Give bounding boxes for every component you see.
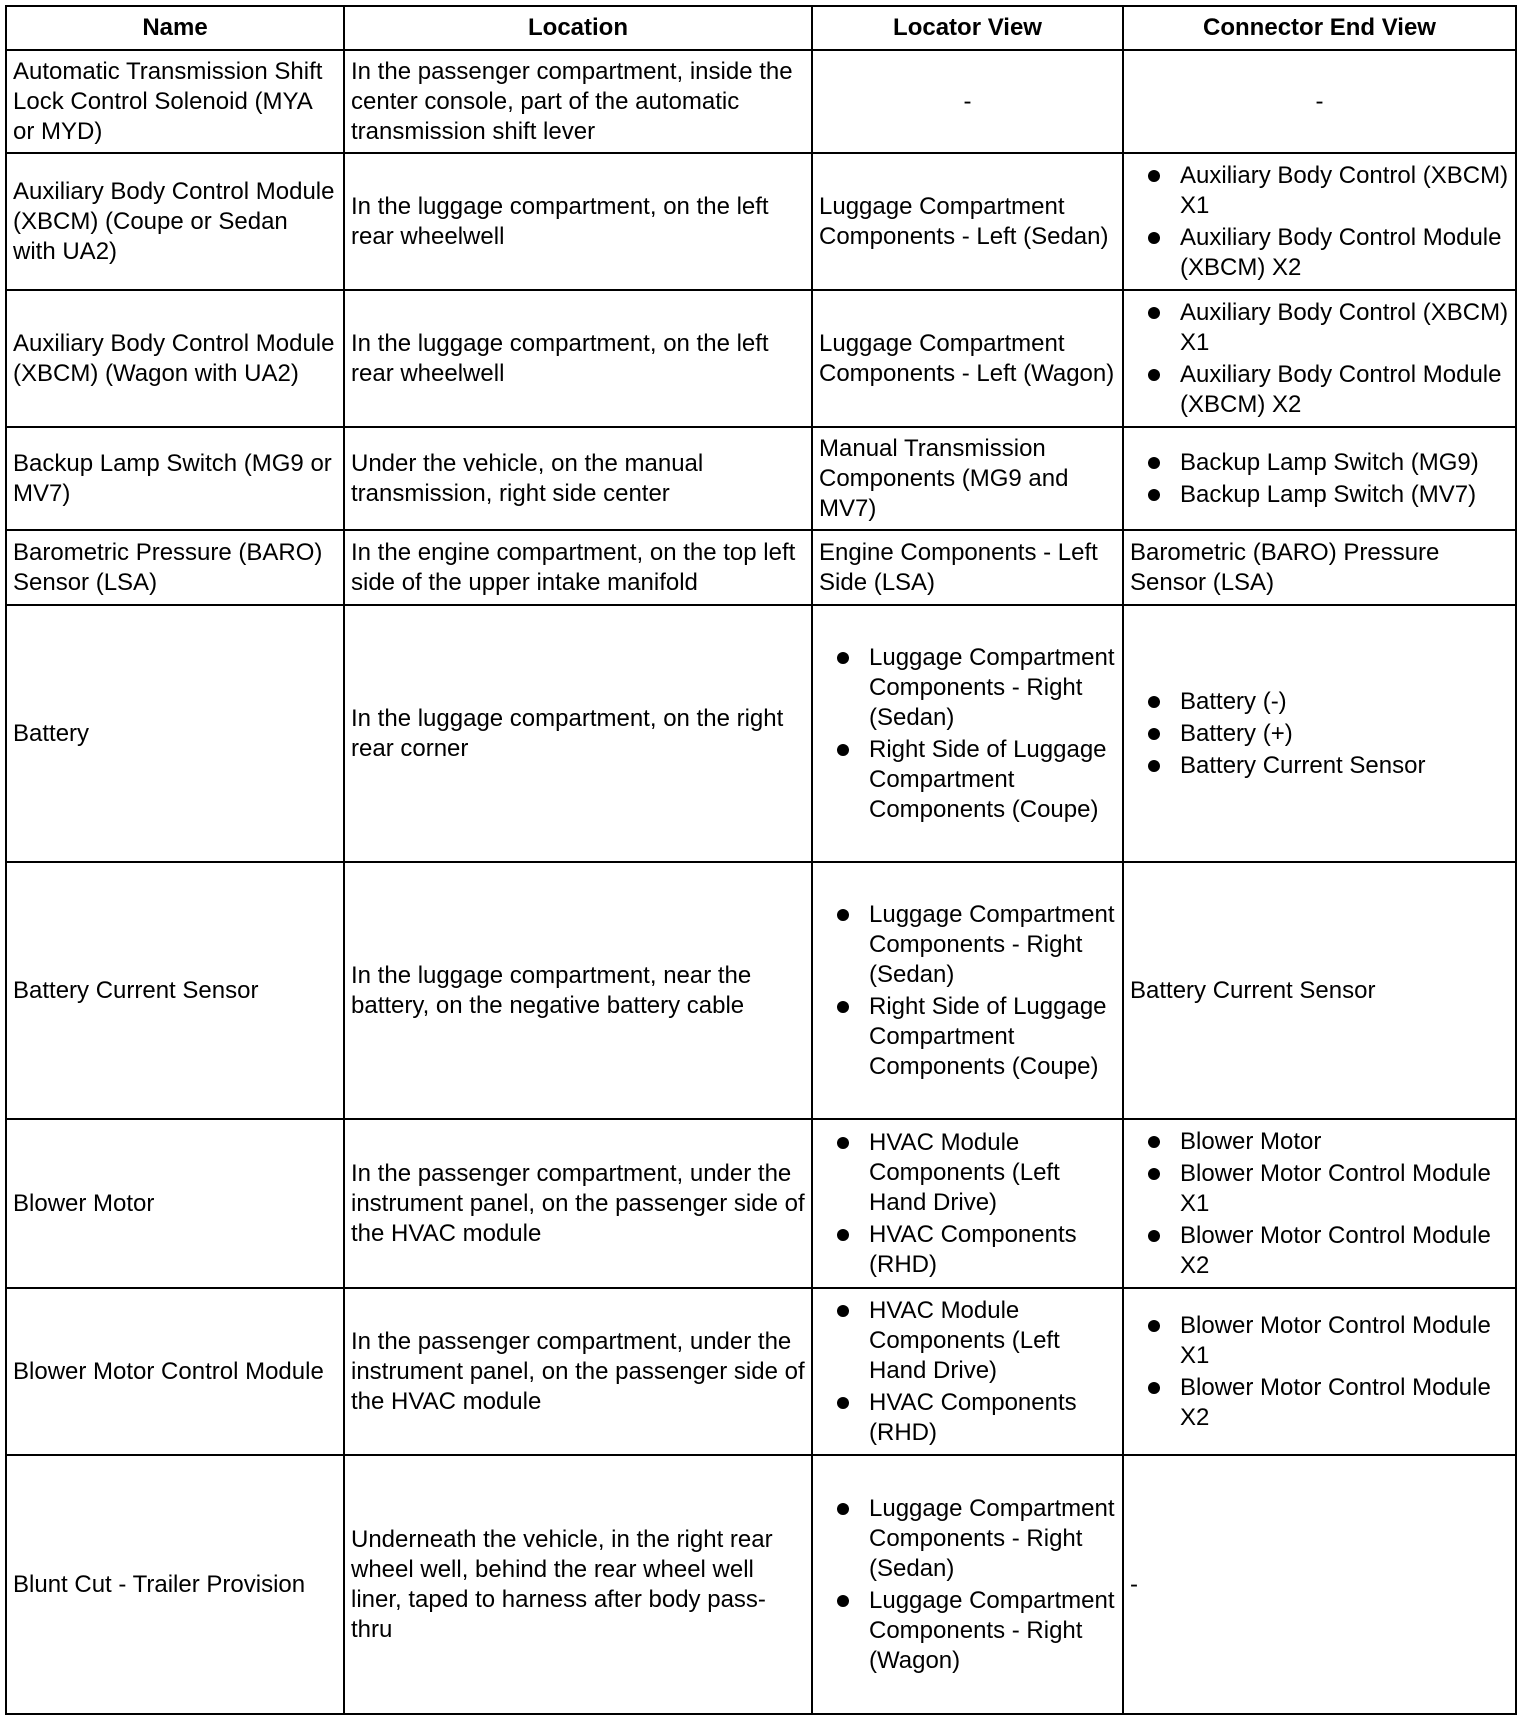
header-locator-view: Locator View: [812, 6, 1123, 50]
header-name: Name: [6, 6, 344, 50]
list-item-text: Auxiliary Body Control (XBCM) X1: [1180, 298, 1509, 356]
list-item-text: HVAC Components (RHD): [869, 1388, 1077, 1446]
cell-locator-view: [812, 1288, 1123, 1455]
table-row: [6, 427, 1516, 530]
cell-connector-end-view: [1123, 427, 1516, 530]
cell-connector-end-view: Barometric (BARO) Pressure Sensor (LSA): [1123, 530, 1516, 605]
table-row: [6, 605, 1516, 862]
cell-locator-view: Manual Transmission Components (MG9 and MV7): [812, 427, 1123, 530]
list-item-text: Battery Current Sensor: [1180, 751, 1426, 779]
list-item-text: Backup Lamp Switch (MG9): [1180, 448, 1479, 476]
list-item-text: Auxiliary Body Control Module (XBCM) X2: [1180, 223, 1502, 281]
list-item-text: HVAC Module Components (Left Hand Drive): [869, 1128, 1060, 1216]
list-item: [1130, 448, 1509, 478]
cell-name: Backup Lamp Switch (MG9 or MV7): [6, 427, 344, 530]
table-row: [6, 1119, 1516, 1288]
cell-location: In the luggage compartment, on the left rear wheelwell: [344, 290, 812, 427]
bullet-icon: [1148, 696, 1160, 708]
cell-connector-end-view: Battery Current Sensor: [1123, 862, 1516, 1119]
cell-location: In the luggage compartment, near the battery, on the negative battery cable: [344, 862, 812, 1119]
bullet-icon: [837, 909, 849, 921]
list-item: [1130, 1221, 1509, 1281]
list-item: [819, 643, 1116, 733]
bullet-icon: [1148, 728, 1160, 740]
bullet-icon: [1148, 1382, 1160, 1394]
bullet-icon: [1148, 760, 1160, 772]
list-item: [1130, 719, 1509, 749]
bullet-icon: [837, 1229, 849, 1241]
cell-name: Battery: [6, 605, 344, 862]
list-item: [1130, 360, 1509, 420]
cell-name: Auxiliary Body Control Module (XBCM) (Coupe or Sedan with UA2): [6, 153, 344, 290]
list-item-text: Luggage Compartment Components - Right (Sedan): [869, 643, 1115, 731]
list-item: [819, 1128, 1116, 1218]
list-item: [819, 735, 1116, 825]
cell-locator-view: Engine Components - Left Side (LSA): [812, 530, 1123, 605]
bullet-icon: [1148, 1136, 1160, 1148]
list-item-text: Battery (+): [1180, 719, 1293, 747]
cell-name: Blunt Cut - Trailer Provision: [6, 1455, 344, 1714]
bullet-icon: [837, 1595, 849, 1607]
table-row: [6, 1455, 1516, 1714]
table-row: [6, 1288, 1516, 1455]
table-row: [6, 530, 1516, 605]
list-item: [819, 1494, 1116, 1584]
list-item-text: Luggage Compartment Components - Right (Wagon): [869, 1586, 1115, 1674]
bullet-icon: [837, 1503, 849, 1515]
header-location: Location: [344, 6, 812, 50]
header-connector-end-view: Connector End View: [1123, 6, 1516, 50]
cell-connector-end-view: [1123, 290, 1516, 427]
bullet-icon: [1148, 1168, 1160, 1180]
bullet-icon: [1148, 489, 1160, 501]
bullet-icon: [837, 1137, 849, 1149]
list-item-text: Blower Motor: [1180, 1127, 1322, 1155]
list-item: [819, 1296, 1116, 1386]
cell-locator-view: [812, 1119, 1123, 1288]
cell-location: In the passenger compartment, under the instrument panel, on the passenger side of the HVAC module: [344, 1119, 812, 1288]
bullet-icon: [1148, 457, 1160, 469]
bullet-icon: [1148, 307, 1160, 319]
table-row: [6, 290, 1516, 427]
bullet-icon: [837, 1305, 849, 1317]
cell-locator-view: -: [812, 50, 1123, 153]
bullet-icon: [1148, 232, 1160, 244]
cell-locator-view: [812, 605, 1123, 862]
list-item: [819, 1388, 1116, 1448]
list-item-text: Auxiliary Body Control Module (XBCM) X2: [1180, 360, 1502, 418]
cell-name: Blower Motor: [6, 1119, 344, 1288]
cell-location: Underneath the vehicle, in the right rear wheel well, behind the rear wheel well liner, taped to harness after body pass-thru: [344, 1455, 812, 1714]
cell-connector-end-view: [1123, 605, 1516, 862]
cell-name: Auxiliary Body Control Module (XBCM) (Wagon with UA2): [6, 290, 344, 427]
list-item-text: Blower Motor Control Module X2: [1180, 1373, 1491, 1431]
list-item-text: Right Side of Luggage Compartment Components (Coupe): [869, 735, 1107, 823]
bullet-icon: [837, 1397, 849, 1409]
list-item-text: Luggage Compartment Components - Right (Sedan): [869, 1494, 1115, 1582]
list-item-text: Battery (-): [1180, 687, 1287, 715]
list-item-text: HVAC Components (RHD): [869, 1220, 1077, 1278]
bullet-icon: [1148, 1320, 1160, 1332]
bullet-icon: [1148, 1230, 1160, 1242]
list-item: [1130, 687, 1509, 717]
list-item: [1130, 1159, 1509, 1219]
list-item: [819, 900, 1116, 990]
list-item: [1130, 223, 1509, 283]
table-row: [6, 862, 1516, 1119]
bullet-icon: [837, 652, 849, 664]
header-row: [6, 6, 1516, 50]
list-item: [1130, 1311, 1509, 1371]
list-item-text: Luggage Compartment Components - Right (Sedan): [869, 900, 1115, 988]
list-item: [1130, 1127, 1509, 1157]
list-item-text: Blower Motor Control Module X2: [1180, 1221, 1491, 1279]
list-item: [1130, 480, 1509, 510]
cell-location: In the passenger compartment, under the instrument panel, on the passenger side of the HVAC module: [344, 1288, 812, 1455]
bullet-icon: [1148, 170, 1160, 182]
cell-locator-view: Luggage Compartment Components - Left (Wagon): [812, 290, 1123, 427]
table-row: [6, 153, 1516, 290]
list-item: [1130, 298, 1509, 358]
list-item: [819, 992, 1116, 1082]
cell-connector-end-view: [1123, 1119, 1516, 1288]
cell-connector-end-view: -: [1123, 1455, 1516, 1714]
list-item: [1130, 751, 1509, 781]
list-item-text: Backup Lamp Switch (MV7): [1180, 480, 1477, 508]
list-item: [819, 1586, 1116, 1676]
cell-name: Automatic Transmission Shift Lock Control Solenoid (MYA or MYD): [6, 50, 344, 153]
cell-locator-view: Luggage Compartment Components - Left (Sedan): [812, 153, 1123, 290]
cell-location: In the luggage compartment, on the left rear wheelwell: [344, 153, 812, 290]
cell-location: In the passenger compartment, inside the center console, part of the automatic transmission shift lever: [344, 50, 812, 153]
list-item-text: HVAC Module Components (Left Hand Drive): [869, 1296, 1060, 1384]
bullet-icon: [837, 1001, 849, 1013]
cell-locator-view: [812, 1455, 1123, 1714]
list-item-text: Blower Motor Control Module X1: [1180, 1311, 1491, 1369]
list-item-text: Right Side of Luggage Compartment Components (Coupe): [869, 992, 1107, 1080]
cell-location: Under the vehicle, on the manual transmission, right side center: [344, 427, 812, 530]
cell-name: Blower Motor Control Module: [6, 1288, 344, 1455]
list-item: [1130, 161, 1509, 221]
cell-name: Barometric Pressure (BARO) Sensor (LSA): [6, 530, 344, 605]
bullet-icon: [1148, 369, 1160, 381]
cell-connector-end-view: [1123, 1288, 1516, 1455]
cell-locator-view: [812, 862, 1123, 1119]
list-item-text: Blower Motor Control Module X1: [1180, 1159, 1491, 1217]
cell-location: In the engine compartment, on the top left side of the upper intake manifold: [344, 530, 812, 605]
list-item-text: Auxiliary Body Control (XBCM) X1: [1180, 161, 1509, 219]
bullet-icon: [837, 744, 849, 756]
cell-location: In the luggage compartment, on the right rear corner: [344, 605, 812, 862]
list-item: [819, 1220, 1116, 1280]
table-row: [6, 50, 1516, 153]
cell-connector-end-view: -: [1123, 50, 1516, 153]
cell-connector-end-view: [1123, 153, 1516, 290]
component-locator-table: [5, 5, 1517, 1715]
cell-name: Battery Current Sensor: [6, 862, 344, 1119]
list-item: [1130, 1373, 1509, 1433]
